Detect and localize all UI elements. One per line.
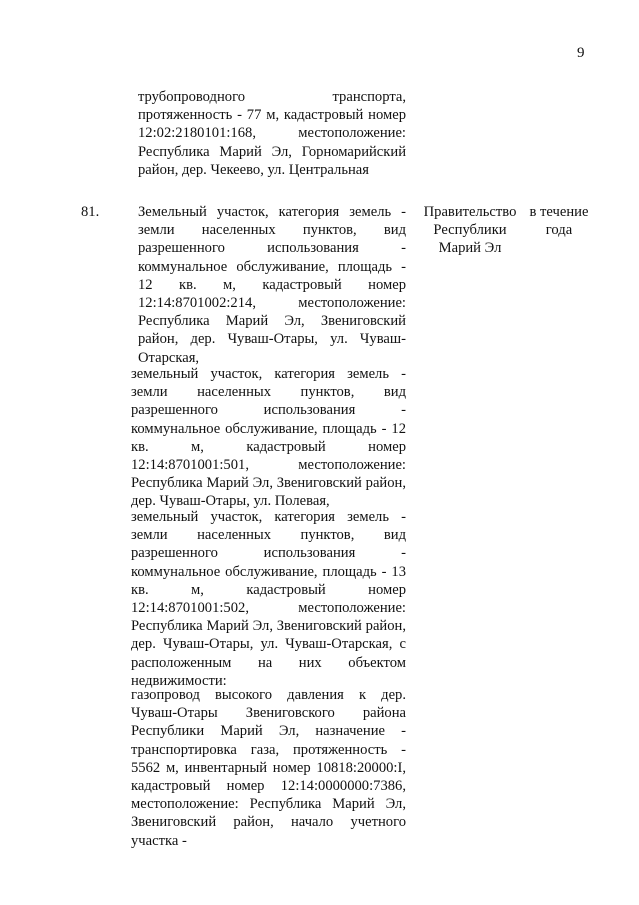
row-paragraph-2: земельный участок, категория земель - земли населенных пунктов, вид разрешенного использования - коммунальное обслуживание, площадь - 12 кв. м, кадастровый номер 12:14:8701001:501, местоположение: Республика Марий Эл, Звениговский район, дер. Чуваш-Отары, ул. Полевая, [131, 366, 406, 510]
row-paragraph-3: земельный участок, категория земель - земли населенных пунктов, вид разрешенного использования - коммунальное обслуживание, площадь - 13 кв. м, кадастровый номер 12:14:8701001:502, местоположение: Республика Марий Эл, Звениговский район, дер. Чуваш-Отары, ул. Чуваш-Отарская, с расположенным на них объектом недвижимости: [131, 509, 406, 689]
continuation-text: трубопроводного транспорта, протяженность - 77 м, кадастровый номер 12:02:2180101:168, местоположение: Республика Марий Эл, Горномарийский район, дер. Чекеево, ул. Центральная [138, 89, 406, 178]
row-number: 81. [81, 204, 100, 220]
deadline: в течение года [529, 204, 589, 239]
row-paragraph-4: газопровод высокого давления к дер. Чуваш-Отары Звениговского района Республики Марий Эл, назначение - транспортировка газа, протяженность - 5562 м, инвентарный номер 10818:20000:I, кадастровый номер 12:14:0000000:7386, местоположение: Республика Марий Эл, Звениговский район, начало учетного участка - [131, 687, 406, 849]
row-paragraph-1: Земельный участок, категория земель - земли населенных пунктов, вид разрешенного использования - коммунальное обслуживание, площадь - 12 кв. м, кадастровый номер 12:14:8701002:214, местоположение: Республика Марий Эл, Звениговский район, дер. Чуваш-Отары, ул. Чуваш-Отарская, [138, 204, 406, 366]
page-number: 9 [577, 45, 585, 61]
responsible-party: Правительство Республики Марий Эл [423, 204, 517, 257]
